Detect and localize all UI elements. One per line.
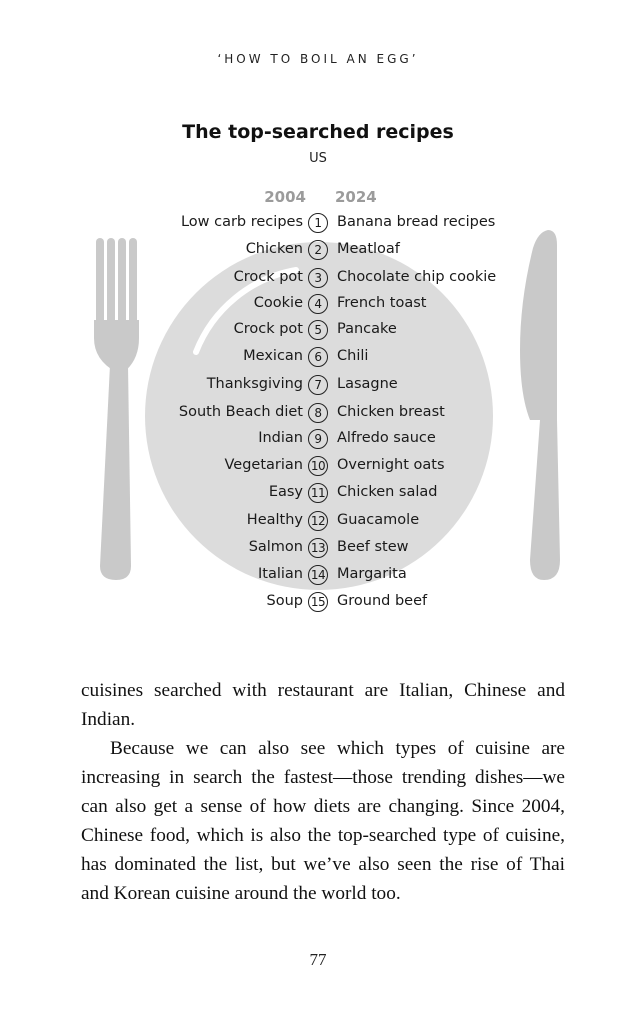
recipe-2024: Guacamole [337,512,420,528]
recipe-2024: Beef stew [337,539,409,555]
recipe-2004: Easy [268,484,303,500]
ranking-row [0,428,636,454]
recipe-2004: Crock pot [233,321,303,337]
recipe-2004: Salmon [248,539,303,555]
rank-circle: 2 [308,240,328,260]
column-header-2004: 2004 [264,188,306,206]
recipe-2024: French toast [337,295,427,311]
rank-circle: 5 [308,320,328,340]
recipe-2004: Indian [258,430,303,446]
figure-title: The top-searched recipes [182,121,454,143]
rank-circle: 11 [308,483,328,503]
figure-subtitle: US [309,151,327,166]
ranking-row [0,591,636,617]
recipe-2024: Alfredo sauce [337,430,436,446]
ranking-row [0,319,636,345]
rank-circle: 15 [308,592,328,612]
running-head: ‘HOW TO BOIL AN EGG’ [217,52,419,66]
recipe-2004: Vegetarian [224,457,303,473]
recipe-2004: Soup [266,593,303,609]
ranking-row [0,346,636,372]
recipe-2004: Cookie [253,295,303,311]
recipe-2024: Pancake [337,321,397,337]
ranking-row [0,510,636,536]
recipe-2004: Low carb recipes [180,214,303,230]
recipe-2024: Chili [337,348,369,364]
rank-circle: 1 [308,213,328,233]
recipe-2024: Lasagne [337,376,398,392]
ranking-row [0,482,636,508]
ranking-row [0,212,636,238]
rank-circle: 6 [308,347,328,367]
recipe-2004: Chicken [245,241,303,257]
recipe-2004: South Beach diet [178,404,303,420]
recipe-2024: Chocolate chip cookie [337,269,497,285]
recipe-2024: Banana bread recipes [337,214,496,230]
rank-circle: 14 [308,565,328,585]
body-text [81,676,565,908]
ranking-row [0,564,636,590]
recipe-2024: Chicken salad [337,484,438,500]
recipe-2024: Ground beef [337,593,428,609]
ranking-row [0,267,636,293]
ranking-row [0,374,636,400]
recipe-2004: Italian [258,566,303,582]
paragraph: Because we can also see which types of cuisine are increasing in search the fastest—those trending dishes—we can also get a sense of how diets are changing. Since 2004, Chinese food, which is also the top-searched type of cuisine, has dominated the list, but we’ve also seen the rise of Thai and Korean cuisine around the world too. [81,738,565,904]
ranking-row [0,293,636,319]
rank-circle: 9 [308,429,328,449]
paragraph-continued: cuisines searched with restaurant are Italian, Chinese and Indian. [81,680,565,730]
recipe-2024: Margarita [337,566,407,582]
recipe-2004: Healthy [246,512,303,528]
rank-circle: 4 [308,294,328,314]
recipe-2024: Meatloaf [337,241,400,257]
recipe-2004: Thanksgiving [206,376,303,392]
recipe-2024: Overnight oats [337,457,445,473]
rank-circle: 12 [308,511,328,531]
rank-circle: 8 [308,403,328,423]
rank-circle: 7 [308,375,328,395]
rank-circle: 3 [308,268,328,288]
ranking-row [0,402,636,428]
recipe-2004: Mexican [243,348,303,364]
recipe-2004: Crock pot [233,269,303,285]
rank-circle: 10 [308,456,328,476]
ranking-row [0,455,636,481]
page-number: 77 [309,950,327,969]
column-header-2024: 2024 [335,188,377,206]
ranking-row [0,239,636,265]
rank-circle: 13 [308,538,328,558]
ranking-row [0,537,636,563]
recipe-2024: Chicken breast [337,404,445,420]
